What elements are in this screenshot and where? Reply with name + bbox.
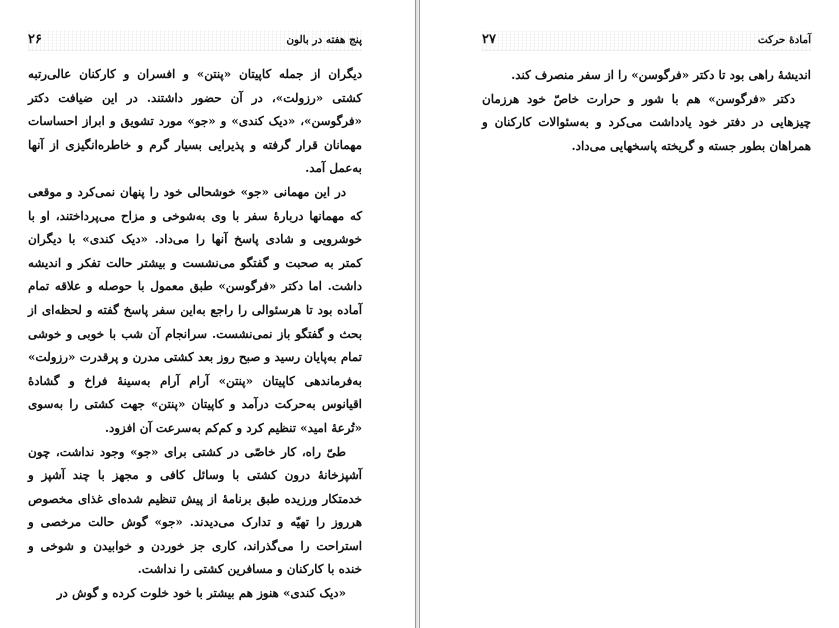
right-running-title: آمادهٔ حرکت [757, 34, 811, 46]
left-page-header [28, 30, 362, 51]
left-paragraph-2: در این مهمانی «جو» خوشحالی خود را پنهان نمی‌کرد و موقعی که مهمانها دربارهٔ سفر با وی به‌شوخی و مزاح می‌پرداختند، او با خوشرویی و شادی پاسخ آنها را می‌داد. «دیک کندی» با دیگران کمتر به صحبت و گفتگو می‌نشست و بیشتر حالت تفکر و اندیشه داشت. اما دکتر «فرگوسن» طبق معمول با حوصله و علاقه تمام آماده بود تا هرسئوالی را راجع به‌این سفر پاسخ گفته و لحظه‌ای از بحث و گفتگو باز نمی‌نشست. سرانجام آن شب با خوبی و خوشی تمام به‌پایان رسید و صبح روز بعد کشتی مدرن و پرقدرت «رزولت» به‌فرماندهی کاپیتان «پنتن» آرام آرام به‌سینهٔ فراخ و گشادهٔ اقیانوس به‌حرکت درآمد و کاپیتان «پنتن» جهت کشتی را به‌سوی «تُرعهٔ امید» تنظیم کرد و کم‌کم به‌سرعت آن افزود. [28, 184, 362, 435]
right-page [420, 0, 839, 628]
left-paragraph-3: طیّ راه، کار خاصّی در کشتی برای «جو» وجود نداشت، چون آشپزخانهٔ درون کشتی با وسائل کافی و مجهز با چند آشپز و خدمتکار ورزیده طبق برنامهٔ از پیش تنظیم شده‌ای غذای مخصوص هرروز را تهیّه و تدارک می‌دیدند. «جو» گوش حالت مرخصی و استراحت را می‌گذراند، کاری جز خوردن و خوابیدن و شوخی و خنده با کارکنان و مسافرین کشتی را نداشت. [28, 444, 362, 577]
left-page-body [28, 63, 362, 606]
left-running-title: پنج هفته در بالون [286, 34, 362, 46]
left-paragraph-4: «دیک کندی» هنوز هم بیشتر با خود خلوت کرده و گوش در [56, 586, 346, 601]
right-page-header [482, 30, 811, 51]
right-page-number: ۲۷ [482, 32, 496, 47]
right-paragraph-2: دکتر «فرگوسن» هم با شور و حرارت خاصّ خود هرزمان چیزهایی در دفتر خود یادداشت می‌کرد و به‌سئوالات کارکنان و همراهان بطور جسته و گریخته پاسخهایی می‌داد. [482, 91, 811, 153]
gutter-line-left [415, 0, 416, 628]
left-paragraph-1: دیگران از جمله کاپیتان «پنتن» و افسران و کارکنان عالی‌رتبه کشتی «رزولت»، در آن حضور داشتند. در این ضیافت دکتر «فرگوسن»، «دیک کندی» و «جو» مورد تشویق و ابراز احساسات مهمانان قرار گرفته و پذیرایی بسیار گرم و خاطره‌انگیزی از آنها به‌عمل آمد. [28, 67, 362, 176]
left-page [0, 0, 414, 628]
right-page-body [482, 64, 811, 158]
right-paragraph-1: اندیشهٔ راهی بود تا دکتر «فرگوسن» را از سفر منصرف کند. [511, 68, 811, 82]
left-page-number: ۲۶ [28, 32, 42, 47]
